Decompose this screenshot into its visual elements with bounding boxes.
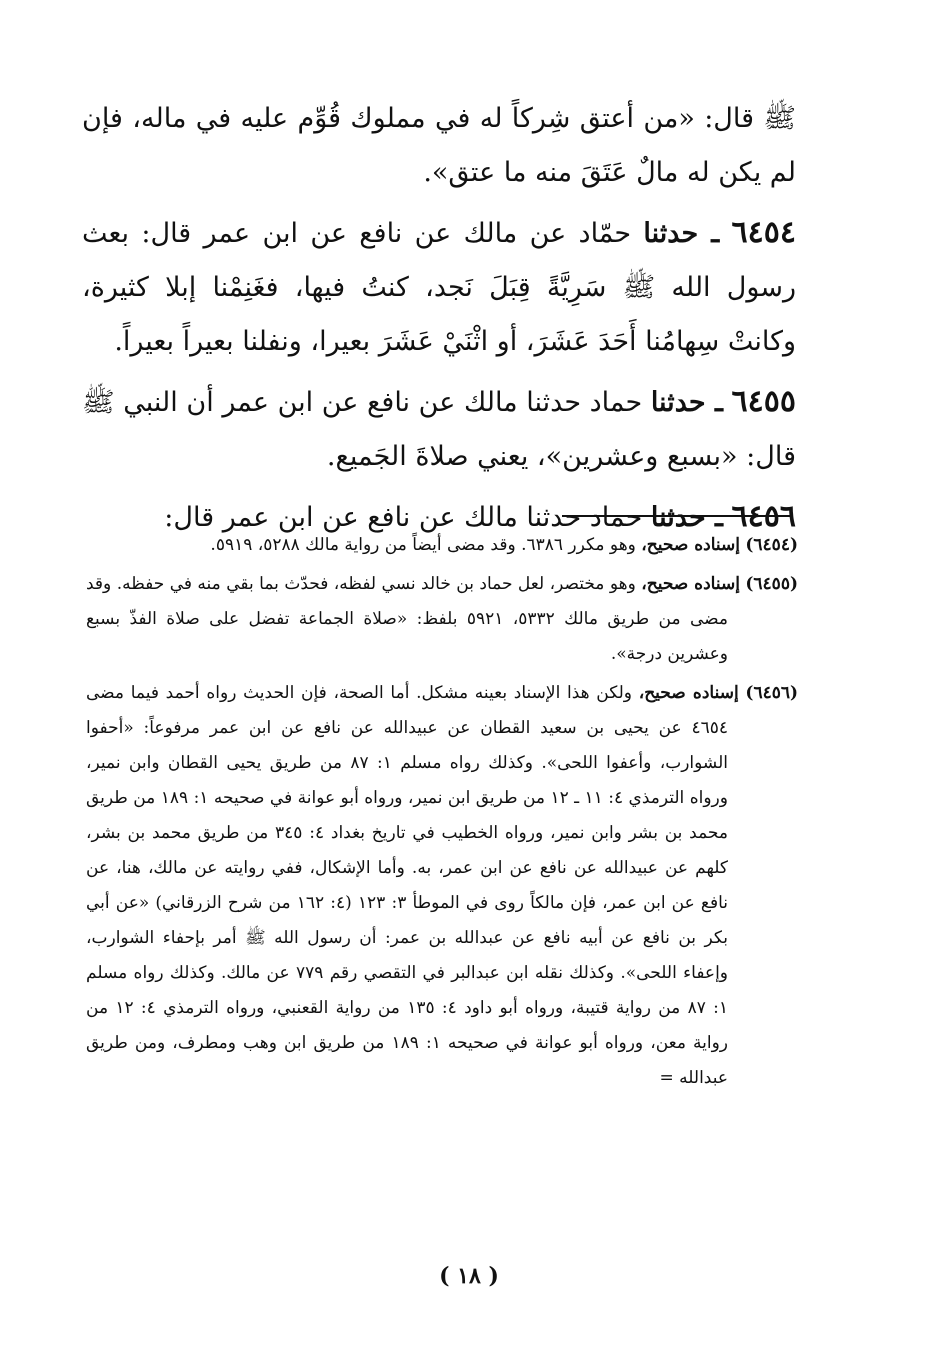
footnote-text: ولكن هذا الإسناد بعينه مشكل. أما الصحة، فإن الحديث رواه أحمد فيما مضى ٤٦٥٤ عن يحيى بن سعيد القطان عن عبيدالله عن نافع عن ابن عمر مرفوعاً: «أحفوا الشوارب، وأعفوا اللحى». وكذلك رواه مسلم ١: ٨٧ من طريق يحيى القطان وابن نمير، ورواه الترمذي ٤: ١١ ـ ١٢ من طريق ابن نمير، ورواه أبو عوانة في صحيحه ١: ١٨٩ من طريق محمد بن بشر وابن نمير، ورواه الخطيب في تاريخ بغداد ٤: ٣٤٥ من طريق محمد بن بشر، كلهم عن عبيدالله عن نافع عن ابن عمر، به. وأما الإشكال، ففي روايته عن مالك، هنا، عن نافع عن ابن عمر، فإن مالكاً روى في الموطأ ٣: ١٢٣ (٤: ١٦٢ من شرح الزرقاني) «عن أبي بكر بن نافع عن أبيه نافع عن عبدالله بن عمر: أن رسول الله ﷺ أمر بإحفاء الشوارب، وإعفاء اللحى». وكذلك نقله ابن عبدالبر في التقصي رقم ٧٧٩ عن مالك. وكذلك رواه مسلم ١: ٨٧ من رواية قتيبة، ورواه أبو داود ٤: ١٣٥ من رواية القعنبي، ورواه الترمذي ٤: ١٢ من رواية معن، ورواه أبو عوانة في صحيحه ١: ١٨٩ من طريق ابن وهب ومطرف، ومن طريق عبدالله = (86, 683, 729, 1088)
hadith-number: ٦٤٥٤ (731, 215, 796, 250)
hadith-6455 (82, 375, 796, 484)
hadith-lead: ـ حدثنا (643, 218, 720, 249)
footnote-6455 (86, 567, 798, 672)
footnote-6456 (86, 676, 798, 1096)
footnote-number: (٦٤٥٤) (745, 535, 798, 555)
hadith-number: ٦٤٥٥ (731, 384, 796, 419)
footnote-text: وهو مختصر، لعل حماد بن خالد نسي لفظه، فحدّث بما بقي منه في حفظه. وقد مضى من طريق مالك ٥٣٣٢، ٥٩٢١ بلفظ: «صلاة الجماعة تفضل على صلاة الفذّ بسبع وعشرين درجة». (86, 574, 728, 664)
hadith-text: حمّاد عن مالك عن نافع عن ابن عمر قال: بعث رسول الله ﷺ سَرِيَّةً قِبَلَ نَجد، كنتُ فيها، فغَنِمْنا إبلا كثيرة، وكانتْ سِهامُنا أَحَدَ عَشَرَ، أو اثْنَيْ عَشَرَ بعيرا، ونفلنا بعيراً بعيراً. (82, 218, 796, 357)
footnote-number: (٦٤٥٦) (745, 683, 799, 703)
footnote-grade: إسناده صحيح، (641, 535, 740, 555)
page-number: ( ١٨ ) (439, 1263, 499, 1289)
hadith-6454 (82, 206, 796, 369)
hadith-number: ٦٤٥٦ (731, 499, 796, 534)
footnote-divider (562, 515, 792, 517)
footnotes (86, 528, 798, 1100)
hadith-lead: ـ حدثنا (650, 502, 723, 533)
hadith-continuation: ﷺ قال: «من أعتق شِركاً له في مملوك قُوِّم عليه في ماله، فإن لم يكن له مالٌ عَتَقَ منه ما عتق». (82, 103, 796, 188)
footnote-grade: إسناده صحيح، (638, 683, 739, 703)
hadith-lead: ـ حدثنا (650, 387, 723, 418)
footnote-text: وهو مكرر ٦٣٨٦. وقد مضى أيضاً من رواية مالك ٥٢٨٨، ٥٩١٩. (210, 535, 636, 555)
main-text (82, 92, 796, 551)
footnote-6454 (86, 528, 798, 563)
hadith-text: حماد حدثنا مالك عن نافع عن ابن عمر أن النبي ﷺ قال: «بسبع وعشرين»، يعني صلاةَ الجَميع. (82, 387, 796, 472)
hadith-text: حماد حدثنا مالك عن نافع عن ابن عمر قال: (164, 502, 643, 533)
footnote-grade: إسناده صحيح، (641, 574, 740, 594)
footnote-number: (٦٤٥٥) (745, 574, 798, 594)
